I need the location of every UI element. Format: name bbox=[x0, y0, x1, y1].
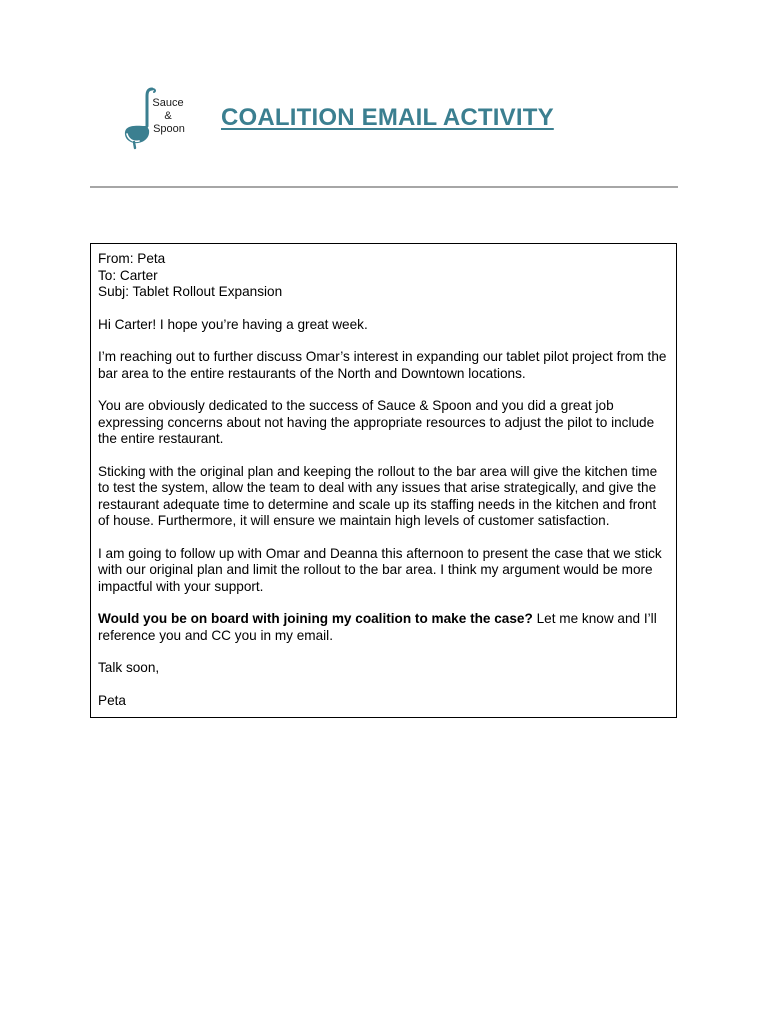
email-subject: Subj: Tablet Rollout Expansion bbox=[98, 284, 283, 299]
email-closing: Talk soon, bbox=[98, 660, 160, 675]
ladle-icon bbox=[120, 86, 190, 152]
sauce-and-spoon-logo bbox=[120, 86, 190, 152]
email-paragraph-4: I am going to follow up with Omar and Deanna this afternoon to present the case that we stick with our original plan and limit the rollout to the bar area. I think my argument would be more impactful with your support. bbox=[98, 545, 662, 594]
email-paragraph-5 bbox=[98, 611, 668, 644]
logo-text-sauce: Sauce bbox=[152, 97, 184, 109]
email-to: To: Carter bbox=[98, 267, 158, 283]
email-paragraph-2: You are obviously dedicated to the success of Sauce & Spoon and you did a great job expressing concerns about not having the appropriate resources to adjust the pilot to include the entire restaurant. bbox=[98, 398, 655, 446]
logo-text-ampersand: & bbox=[164, 110, 172, 122]
logo-text-spoon: Spoon bbox=[153, 123, 185, 135]
email-paragraph-5-rest: Let me know and I’ll reference you and CC you in my email. bbox=[98, 611, 657, 643]
email-signature: Peta bbox=[98, 692, 126, 708]
email-paragraph-1: I’m reaching out to further discuss Omar’s interest in expanding our tablet pilot project from the bar area to the entire restaurants of the North and Downtown locations. bbox=[98, 349, 667, 381]
email-box bbox=[90, 243, 677, 718]
email-from: From: Peta bbox=[98, 251, 166, 266]
email-question: Would you be on board with joining my coalition to make the case? bbox=[98, 611, 533, 626]
page-title: COALITION EMAIL ACTIVITY bbox=[221, 104, 554, 131]
divider bbox=[90, 186, 678, 188]
email-paragraph-3: Sticking with the original plan and keeping the rollout to the bar area will give the kitchen time to test the system, allow the team to deal with any issues that arise strategically, and give the restaurant adequate time to determine and scale up its staffing needs in the kitchen and front of house. Furthermore, it will ensure we maintain high levels of customer satisfaction. bbox=[98, 463, 658, 528]
email-greeting: Hi Carter! I hope you’re having a great week. bbox=[98, 316, 368, 332]
